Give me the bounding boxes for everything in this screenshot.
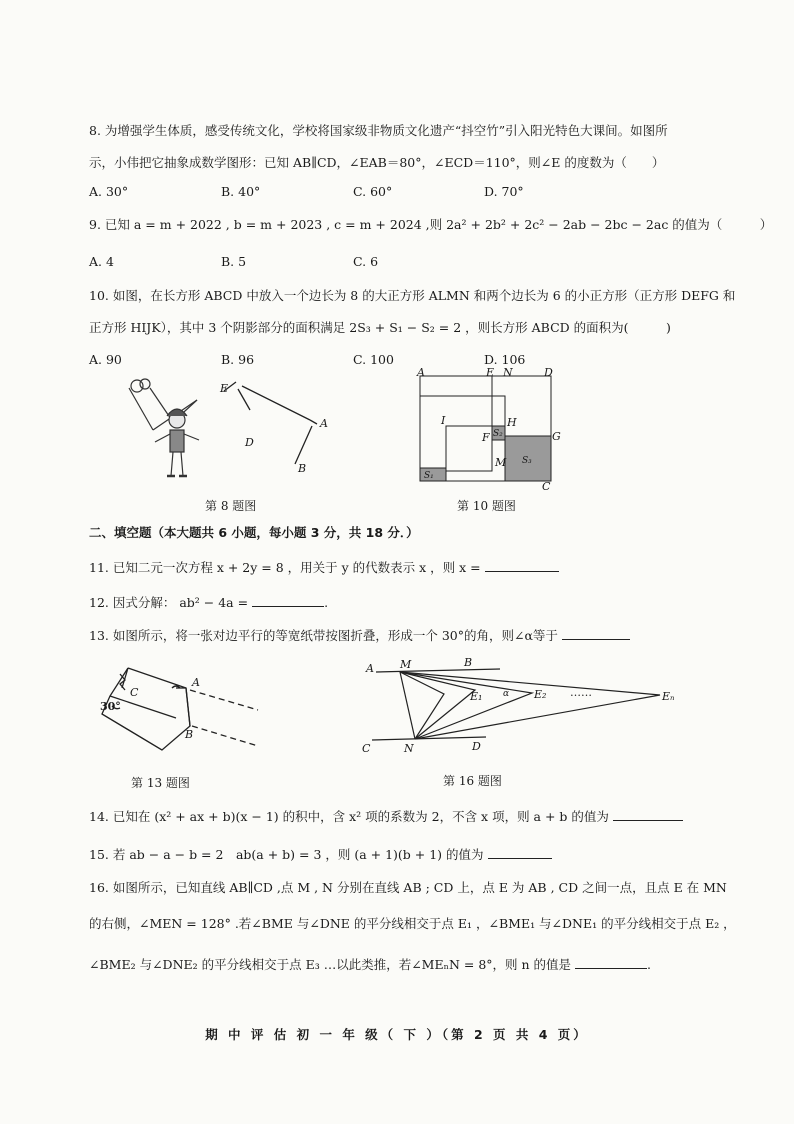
- section2-heading: 二、填空题（本大题共 6 小题，每小题 3 分，共 18 分．）: [89, 525, 419, 540]
- q13: [89, 625, 630, 644]
- q15-text: 15. 若 ab − a − b = 2 ab(a + b) = 3 ，则 (a + 1)(b + 1) 的值为: [89, 847, 484, 862]
- fig16-caption: 第 16 题图: [443, 774, 502, 788]
- fig8-caption: 第 8 题图: [205, 499, 257, 513]
- fig10-label-i: I: [441, 414, 446, 427]
- fig10-label-h: H: [507, 416, 517, 429]
- kid-illustration: [129, 379, 199, 476]
- figure-10: [414, 368, 564, 493]
- q16-tail: .: [647, 957, 652, 972]
- q9-option-c: C. 6: [353, 254, 379, 269]
- q11: [89, 557, 559, 576]
- q16-line2: 的右侧，∠MEN = 128° .若∠BME 与∠DNE 的平分线相交于点 E₁ ，∠BME₁ 与∠DNE₁ 的平分线相交于点 E₂ ，: [89, 916, 736, 931]
- fig10-label-s2: S₂: [493, 429, 503, 439]
- fig10-label-m: M: [495, 456, 507, 469]
- fig10-label-s3: S₃: [522, 456, 532, 466]
- fig16-label-c: C: [362, 742, 371, 755]
- q13-answer-blank[interactable]: [562, 625, 630, 640]
- fig10-label-e: E: [486, 366, 495, 379]
- fig16-label-alpha: α: [503, 689, 510, 699]
- fig16-label-n: N: [404, 742, 414, 755]
- fig16-label-dots: ……: [570, 686, 592, 699]
- q8-option-d: D. 70°: [484, 184, 524, 199]
- fig13-caption: 第 13 题图: [131, 776, 190, 790]
- fig16-label-m: M: [400, 658, 412, 671]
- fig8-lines: [224, 382, 317, 464]
- q8-option-c: C. 60°: [353, 184, 393, 199]
- q8-option-b: B. 40°: [221, 184, 261, 199]
- fig13-label-30: 30°: [100, 700, 121, 713]
- q15-answer-blank[interactable]: [488, 844, 552, 859]
- q10-option-a: A. 90: [89, 352, 122, 367]
- q16-line3: [89, 954, 651, 973]
- line-cd: [372, 737, 486, 740]
- q12: [89, 592, 328, 611]
- q10-option-d: D. 106: [484, 352, 526, 367]
- fig8-label-a: A: [320, 417, 328, 430]
- q10-option-b: B. 96: [221, 352, 255, 367]
- q16-line1: 16. 如图所示，已知直线 AB∥CD ,点 M , N 分别在直线 AB ; CD 上，点 E 为 AB , CD 之间一点，且点 E 在 MN: [89, 880, 727, 895]
- q16-answer-blank[interactable]: [575, 954, 647, 969]
- fig13-label-a: A: [192, 676, 200, 689]
- q12-tail: .: [324, 595, 329, 610]
- q10-line2: 正方形 HIJK），其中 3 个阴影部分的面积满足 2S₃ + S₁ − S₂ = 2 ，则长方形 ABCD 的面积为( ): [89, 320, 671, 335]
- q16-text: ∠BME₂ 与∠DNE₂ 的平分线相交于点 E₃ …以此类推，若∠MEₙN = 8°，则 n 的值是: [89, 957, 572, 972]
- q10-option-c: C. 100: [353, 352, 394, 367]
- fig16-label-b: B: [464, 656, 473, 669]
- fig8-label-d: D: [245, 436, 254, 449]
- q14-text: 14. 已知在 (x² + ax + b)(x − 1) 的积中，含 x² 项的系数为 2，不含 x 项，则 a + b 的值为: [89, 809, 609, 824]
- fig13-label-b: B: [185, 728, 194, 741]
- q12-answer-blank[interactable]: [252, 592, 324, 607]
- fig8-label-b: B: [298, 462, 307, 475]
- fig10-label-g: G: [552, 430, 561, 443]
- q14-answer-blank[interactable]: [613, 806, 683, 821]
- fig13-label-c: C: [130, 686, 139, 699]
- figure-13: [98, 660, 263, 760]
- figure-8: [115, 372, 345, 497]
- fig16-label-a: A: [366, 662, 374, 675]
- fig8-label-e: E: [220, 382, 229, 395]
- fig16-label-e1: E₁: [470, 690, 483, 703]
- q10-line1: 10. 如图，在长方形 ABCD 中放入一个边长为 8 的大正方形 ALMN 和两个边长为 6 的小正方形（正方形 DEFG 和: [89, 288, 736, 303]
- fig10-label-f: F: [482, 431, 490, 444]
- figure-16: [360, 652, 705, 760]
- q13-text: 13. 如图所示，将一张对边平行的等宽纸带按图折叠，形成一个 30°的角，则∠α等于: [89, 628, 558, 643]
- segment-mn: [400, 672, 415, 739]
- q8-option-a: A. 30°: [89, 184, 129, 199]
- q8-line1: 8. 为增强学生体质，感受传统文化，学校将国家级非物质文化遗产“抖空竹”引入阳光特色大课间。如图所: [89, 123, 668, 138]
- fig10-label-s1: S₁: [424, 471, 434, 481]
- page-footer: 期 中 评 估 初 一 年 级（ 下 ）（第 2 页 共 4 页）: [205, 1027, 589, 1042]
- fig16-label-d: D: [472, 740, 481, 753]
- q9-option-a: A. 4: [89, 254, 114, 269]
- q11-text: 11. 已知二元一次方程 x + 2y = 8 ，用关于 y 的代数表示 x ，则 x =: [89, 560, 481, 575]
- fig10-label-c: C: [542, 480, 551, 493]
- fig10-label-d: D: [544, 366, 553, 379]
- q9-line1: 9. 已知 a = m + 2022 , b = m + 2023 , c = m + 2024 ,则 2a² + 2b² + 2c² − 2ab − 2bc − 2ac 的值为（ ）: [89, 217, 773, 232]
- q11-answer-blank[interactable]: [485, 557, 559, 572]
- line-ab: [376, 669, 500, 672]
- fig10-label-a: A: [417, 366, 425, 379]
- q8-line2: 示，小伟把它抽象成数学图形：已知 AB∥CD，∠EAB＝80°，∠ECD＝110°，则∠E 的度数为（ ）: [89, 155, 665, 170]
- fig16-label-en: Eₙ: [662, 690, 675, 703]
- q9-option-b: B. 5: [221, 254, 247, 269]
- fig10-caption: 第 10 题图: [457, 499, 516, 513]
- q15: [89, 844, 552, 863]
- q12-text: 12. 因式分解： ab² − 4a =: [89, 595, 249, 610]
- fig16-label-e2: E₂: [534, 688, 547, 701]
- fig10-label-n: N: [503, 366, 513, 379]
- q14: [89, 806, 683, 825]
